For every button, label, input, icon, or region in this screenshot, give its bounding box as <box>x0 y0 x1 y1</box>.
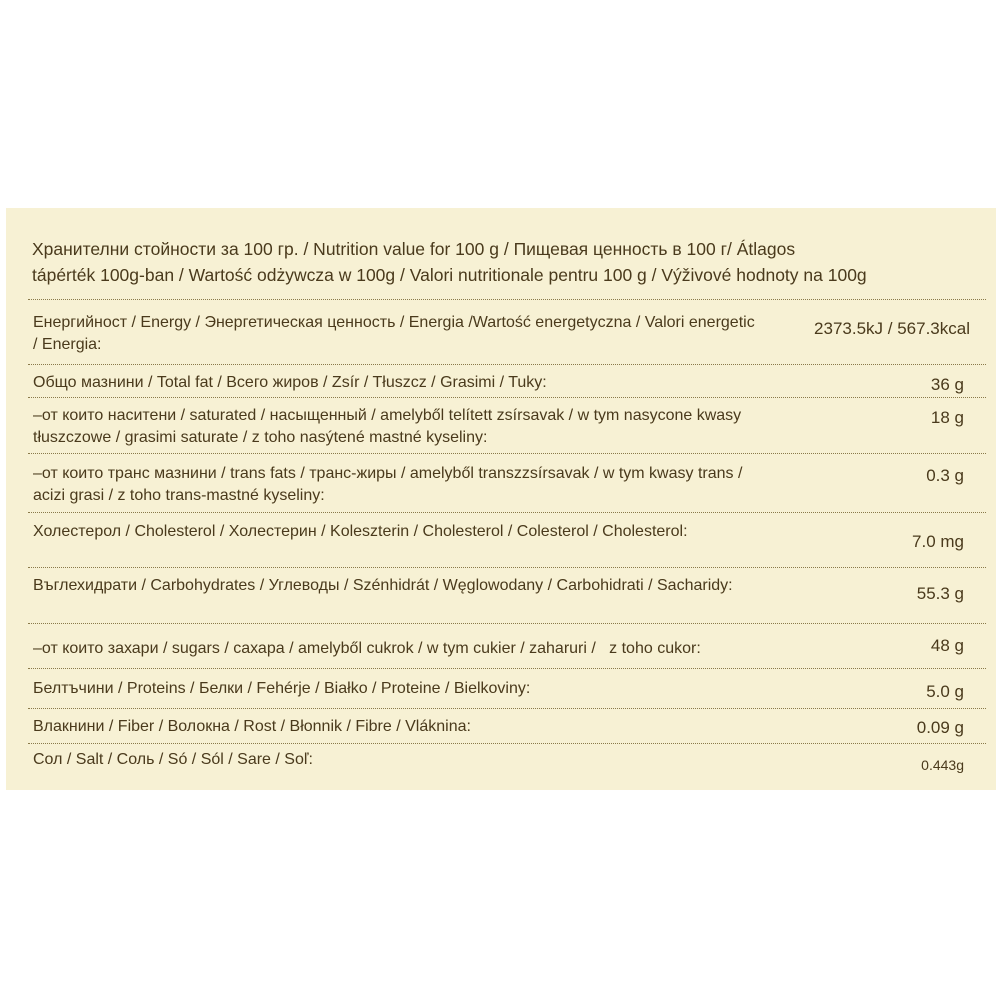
row-value: 18 g <box>930 408 964 427</box>
row-value: 2373.5kJ / 567.3kcal <box>814 319 970 338</box>
nutrition-label <box>6 208 996 790</box>
nutrition-table <box>28 299 986 782</box>
row-value: 36 g <box>930 375 964 394</box>
nutrition-header <box>6 208 996 300</box>
row-name: Холестерол / Cholesterol / Холестерин / Koleszterin / Cholesterol / Colesterol / Cholesterol: <box>33 523 688 540</box>
row-total-fat <box>28 365 986 398</box>
header-line-1: Хранителни стойности за 100 гр. / Nutrition value for 100 g / Пищевая ценность в 100 г/ Átlagos <box>32 239 796 259</box>
row-value: 55.3 g <box>916 584 964 603</box>
row-value: 48 g <box>930 636 964 655</box>
row-name: –от които наситени / saturated / насыщенный / amelyből telített zsírsavak / w tym nasycone kwasy tłuszczowe / grasimi saturate / z toho nasýtené mastné kyseliny: <box>33 407 742 446</box>
row-name: –от които транс мазнини / trans fats / транс-жиры / amelyből transzzsírsavak / w tym kwasy trans / acizi grasi / z toho trans-mastné kyseliny: <box>33 465 743 504</box>
row-name: Влакнини / Fiber / Волокна / Rost / Błonnik / Fibre / Vláknina: <box>33 718 471 735</box>
row-value: 0.443g <box>921 757 964 773</box>
row-name: –от които захари / sugars / сахара / amelyből cukrok / w tym cukier / zaharuri / z toho cukor: <box>33 640 701 657</box>
row-name: Енергийност / Energy / Энергетическая ценность / Energia /Wartość energetyczna / Valori energetic / Energia: <box>33 314 755 353</box>
row-sugars <box>28 624 986 669</box>
row-trans-fat <box>28 454 986 513</box>
row-energy <box>28 300 986 365</box>
row-carbohydrates <box>28 568 986 624</box>
row-name: Белтъчини / Proteins / Белки / Fehérje / Białko / Proteine / Bielkoviny: <box>33 680 531 697</box>
row-name: Сол / Salt / Соль / Só / Sól / Sare / Soľ: <box>33 751 313 768</box>
row-salt <box>28 744 986 782</box>
row-proteins <box>28 669 986 709</box>
row-name: Общо мазнини / Total fat / Всего жиров / Zsír / Tłuszcz / Grasimi / Tuky: <box>33 374 547 391</box>
row-value: 0.09 g <box>916 718 964 737</box>
row-saturated <box>28 398 986 454</box>
row-cholesterol <box>28 513 986 568</box>
row-value: 0.3 g <box>926 466 964 485</box>
row-name: Въглехидрати / Carbohydrates / Углеводы / Szénhidrát / Węglowodany / Carbohidrati / Sacharidy: <box>33 577 733 594</box>
header-line-2: tápérték 100g-ban / Wartość odżywcza w 100g / Valori nutritionale pentru 100 g / Výživové hodnoty na 100g <box>32 265 867 285</box>
row-value: 7.0 mg <box>912 532 964 551</box>
row-value: 5.0 g <box>926 682 964 701</box>
row-fiber <box>28 709 986 744</box>
